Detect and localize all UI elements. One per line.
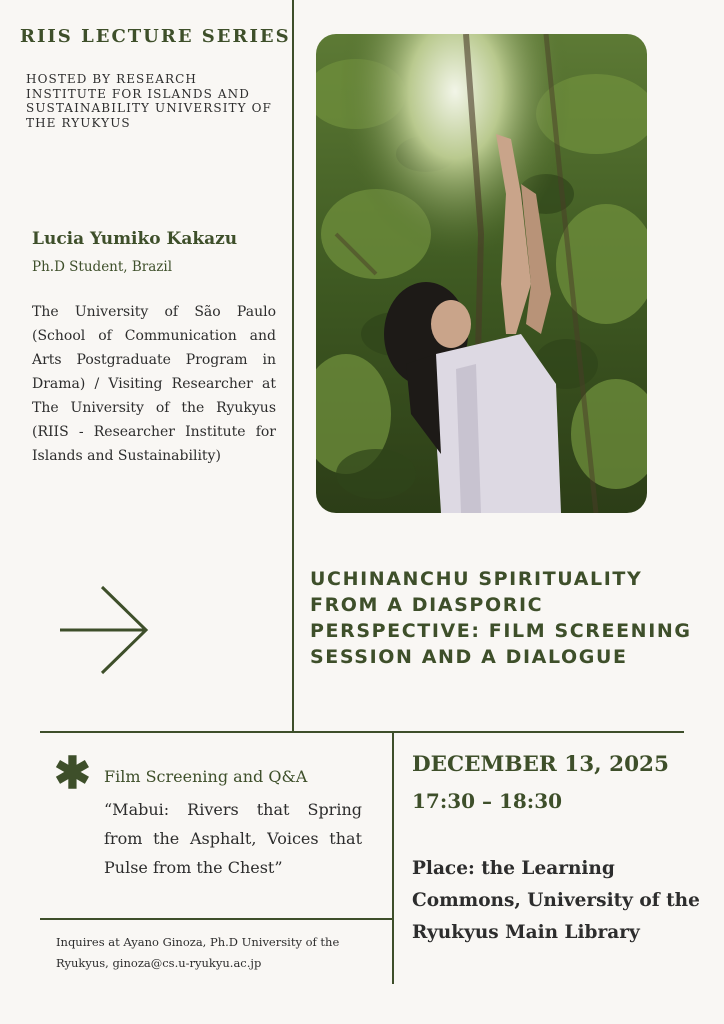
film-title: “Mabui: Rivers that Spring from the Asphalt, Voices that Pulse from the Chest” xyxy=(104,800,362,877)
horizontal-divider-middle xyxy=(40,731,684,733)
event-time: 17:30 – 18:30 xyxy=(412,789,563,813)
event-title: UCHINANCHU SPIRITUALITY FROM A DIASPORIC PERSPECTIVE: FILM SCREENING SESSION AND A DIALOGUE xyxy=(310,568,692,668)
horizontal-divider-bottom xyxy=(40,918,392,920)
series-title: RIIS LECTURE SERIES xyxy=(20,26,291,47)
event-place: Place: the Learning Commons, University of the Ryukyus Main Library xyxy=(412,858,700,943)
asterisk-icon: ✱ xyxy=(54,748,91,799)
event-date: DECEMBER 13, 2025 xyxy=(412,752,669,777)
speaker-photo xyxy=(316,34,647,513)
vertical-divider-bottom xyxy=(392,732,394,984)
inquiries-contact: Inquires at Ayano Ginoza, Ph.D University of the Ryukyus, ginoza@cs.u-ryukyu.ac.jp xyxy=(56,935,340,970)
speaker-affiliation: The University of São Paulo (School of Communication and Arts Postgraduate Program in Drama) / Visiting Researcher at The University of the Ryukyus (RIIS - Researcher Institute for Islands and Sustainability) xyxy=(32,304,276,464)
vertical-divider-top xyxy=(292,0,294,732)
speaker-name: Lucia Yumiko Kakazu xyxy=(32,229,238,249)
hosted-by-text: HOSTED BY RESEARCH INSTITUTE FOR ISLANDS AND SUSTAINABILITY UNIVERSITY OF THE RYUKYUS xyxy=(26,72,272,130)
arrow-right-icon xyxy=(58,584,150,680)
speaker-role: Ph.D Student, Brazil xyxy=(32,259,173,275)
screening-label: Film Screening and Q&A xyxy=(104,767,308,786)
